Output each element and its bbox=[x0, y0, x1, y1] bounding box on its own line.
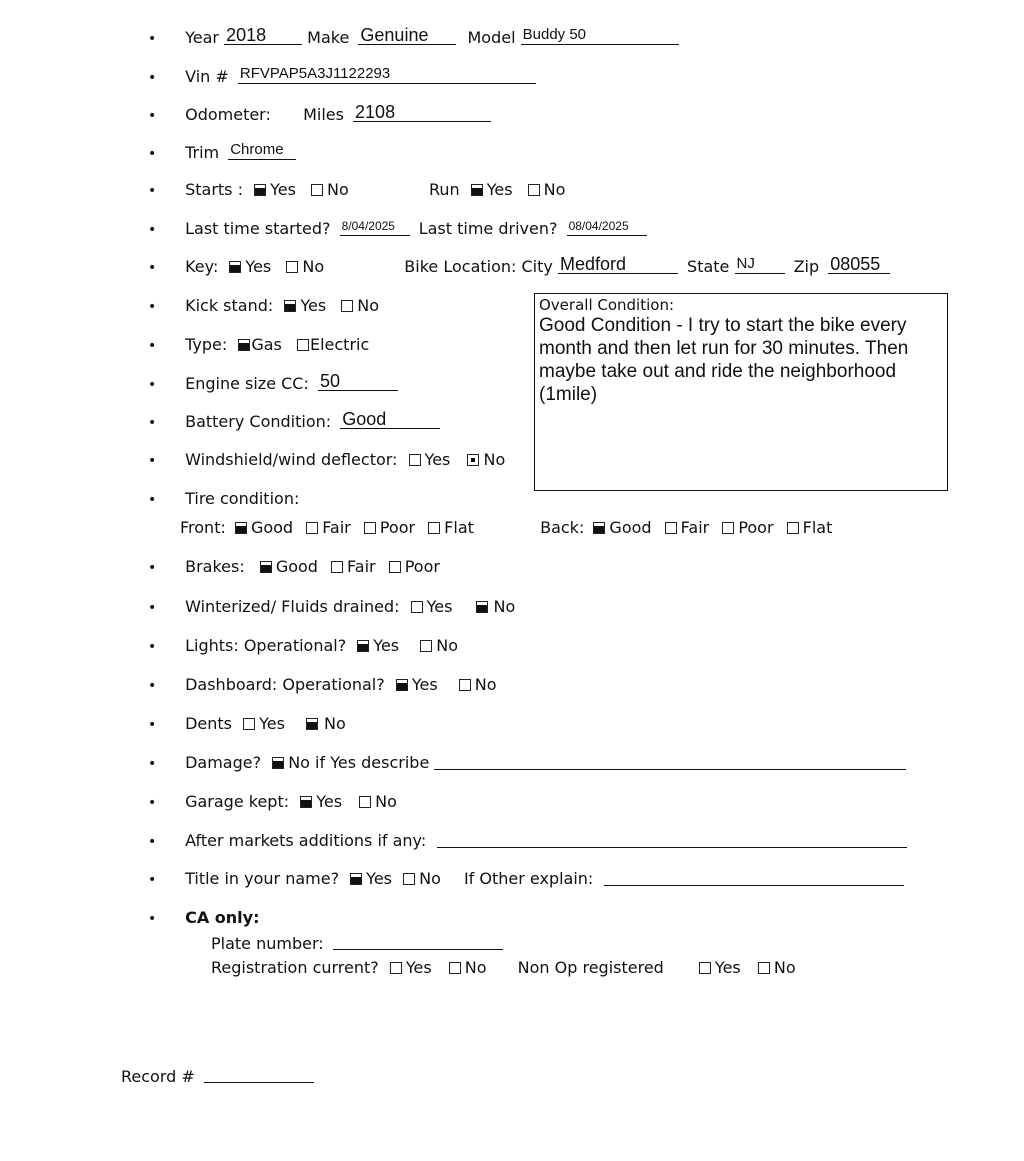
back-flat-checkbox[interactable] bbox=[787, 522, 799, 534]
tire-row bbox=[148, 489, 299, 510]
nonop-yes-checkbox[interactable] bbox=[699, 962, 711, 974]
bullet: • bbox=[148, 639, 157, 655]
bullet: • bbox=[148, 31, 157, 47]
dents-no-checkbox[interactable] bbox=[306, 718, 318, 730]
type-gas-checkbox[interactable] bbox=[238, 339, 250, 351]
yes-label: Yes bbox=[259, 714, 285, 733]
poor-label: Poor bbox=[404, 557, 440, 576]
type-electric-checkbox[interactable] bbox=[297, 339, 309, 351]
battery-field[interactable]: Good bbox=[340, 410, 440, 429]
tire-options-row bbox=[180, 518, 832, 538]
front-poor-checkbox[interactable] bbox=[364, 522, 376, 534]
key-yes-checkbox[interactable] bbox=[229, 261, 241, 273]
lights-yes-checkbox[interactable] bbox=[357, 640, 369, 652]
key-label: Key: bbox=[185, 257, 219, 276]
yes-label: Yes bbox=[411, 675, 438, 694]
no-label: No bbox=[474, 675, 497, 694]
fair-label: Fair bbox=[680, 518, 710, 537]
record-row bbox=[121, 1067, 314, 1087]
bullet: • bbox=[148, 183, 157, 199]
registration-row bbox=[211, 958, 796, 978]
bullet: • bbox=[148, 299, 157, 315]
trim-label: Trim bbox=[185, 143, 220, 162]
bullet: • bbox=[148, 492, 157, 508]
flat-label: Flat bbox=[802, 518, 833, 537]
poor-label: Poor bbox=[379, 518, 416, 537]
dents-yes-checkbox[interactable] bbox=[243, 718, 255, 730]
plate-label: Plate number: bbox=[211, 934, 324, 953]
bullet: • bbox=[148, 834, 157, 850]
bullet: • bbox=[148, 70, 157, 86]
starts-no-checkbox[interactable] bbox=[311, 184, 323, 196]
nonop-label: Non Op registered bbox=[517, 958, 664, 977]
title-label: Title in your name? bbox=[185, 869, 340, 888]
battery-label: Battery Condition: bbox=[185, 412, 332, 431]
kickstand-row bbox=[148, 296, 379, 317]
odometer-label: Odometer: bbox=[185, 105, 271, 124]
bullet: • bbox=[148, 872, 157, 888]
yes-label: Yes bbox=[714, 958, 741, 977]
model-field[interactable]: Buddy 50 bbox=[521, 26, 679, 45]
last-driven-field[interactable]: 08/04/2025 bbox=[567, 217, 647, 236]
dashboard-label: Dashboard: Operational? bbox=[185, 675, 385, 694]
brakes-label: Brakes: bbox=[185, 557, 245, 576]
plate-field[interactable] bbox=[333, 949, 503, 950]
other-explain-field[interactable] bbox=[604, 885, 904, 886]
kickstand-no-checkbox[interactable] bbox=[341, 300, 353, 312]
winterized-no-checkbox[interactable] bbox=[476, 601, 488, 613]
vin-field[interactable]: RFVPAP5A3J1122293 bbox=[238, 65, 536, 84]
aftermarket-label: After markets additions if any: bbox=[185, 831, 427, 850]
back-label: Back: bbox=[540, 518, 585, 537]
no-label: No bbox=[357, 296, 380, 315]
title-no-checkbox[interactable] bbox=[403, 873, 415, 885]
yes-label: Yes bbox=[245, 257, 272, 276]
kickstand-yes-checkbox[interactable] bbox=[284, 300, 296, 312]
garage-row bbox=[148, 792, 397, 813]
damage-tail-label: No if Yes describe bbox=[288, 753, 430, 772]
lights-row bbox=[148, 636, 458, 657]
vin-label: Vin # bbox=[185, 67, 229, 86]
no-label: No bbox=[464, 958, 487, 977]
bullet: • bbox=[148, 717, 157, 733]
battery-row bbox=[148, 409, 440, 433]
yes-label: Yes bbox=[486, 180, 513, 199]
good-label: Good bbox=[609, 518, 652, 537]
record-field[interactable] bbox=[204, 1082, 314, 1083]
dashboard-row bbox=[148, 675, 497, 696]
dashboard-no-checkbox[interactable] bbox=[459, 679, 471, 691]
bullet: • bbox=[148, 260, 157, 276]
yes-label: Yes bbox=[300, 296, 327, 315]
last-started-label: Last time started? bbox=[185, 219, 331, 238]
damage-no-checkbox[interactable] bbox=[272, 757, 284, 769]
no-label: No bbox=[483, 450, 506, 469]
overall-condition-box[interactable] bbox=[534, 293, 948, 491]
run-yes-checkbox[interactable] bbox=[471, 184, 483, 196]
last-started-field[interactable]: 8/04/2025 bbox=[340, 217, 410, 236]
front-good-checkbox[interactable] bbox=[235, 522, 247, 534]
no-label: No bbox=[302, 257, 325, 276]
engine-row bbox=[148, 371, 398, 395]
state-label: State bbox=[687, 257, 730, 276]
brakes-good-checkbox[interactable] bbox=[260, 561, 272, 573]
lights-label: Lights: Operational? bbox=[185, 636, 347, 655]
garage-no-checkbox[interactable] bbox=[359, 796, 371, 808]
vin-row bbox=[148, 67, 536, 88]
make-label: Make bbox=[307, 28, 350, 47]
overall-condition-text[interactable]: Good Condition - I try to start the bike every month and then let run for 30 minutes. Then maybe take out and ride the neighborhood (1mile) bbox=[539, 315, 909, 405]
back-poor-checkbox[interactable] bbox=[722, 522, 734, 534]
garage-label: Garage kept: bbox=[185, 792, 290, 811]
location-label: Bike Location: City bbox=[404, 257, 553, 276]
model-label: Model bbox=[467, 28, 516, 47]
winterized-row bbox=[148, 597, 515, 618]
bullet: • bbox=[148, 911, 157, 927]
type-label: Type: bbox=[185, 335, 228, 354]
starts-label: Starts : bbox=[185, 180, 243, 199]
record-label: Record # bbox=[121, 1067, 195, 1086]
windshield-no-checkbox[interactable] bbox=[467, 454, 479, 466]
nonop-no-checkbox[interactable] bbox=[758, 962, 770, 974]
title-yes-checkbox[interactable] bbox=[350, 873, 362, 885]
ca-row bbox=[148, 908, 259, 929]
front-flat-checkbox[interactable] bbox=[428, 522, 440, 534]
fair-label: Fair bbox=[322, 518, 351, 537]
dents-row bbox=[148, 714, 346, 735]
no-label: No bbox=[493, 597, 516, 616]
trim-field[interactable]: Chrome bbox=[228, 141, 296, 160]
year-field[interactable]: 2018 bbox=[224, 26, 302, 45]
aftermarket-field[interactable] bbox=[437, 847, 907, 848]
yes-label: Yes bbox=[424, 450, 451, 469]
yes-label: Yes bbox=[405, 958, 432, 977]
electric-label: Electric bbox=[309, 335, 370, 354]
damage-label: Damage? bbox=[185, 753, 262, 772]
no-label: No bbox=[327, 180, 349, 199]
good-label: Good bbox=[275, 557, 318, 576]
poor-label: Poor bbox=[738, 518, 774, 537]
engine-label: Engine size CC: bbox=[185, 374, 309, 393]
front-label: Front: bbox=[180, 518, 226, 537]
run-no-checkbox[interactable] bbox=[528, 184, 540, 196]
yes-label: Yes bbox=[270, 180, 296, 199]
winterized-yes-checkbox[interactable] bbox=[411, 601, 423, 613]
overall-condition-title: Overall Condition: bbox=[539, 296, 675, 314]
last-driven-label: Last time driven? bbox=[418, 219, 558, 238]
damage-row bbox=[148, 753, 906, 774]
flat-label: Flat bbox=[444, 518, 474, 537]
yes-label: Yes bbox=[373, 636, 400, 655]
type-row bbox=[148, 335, 369, 356]
dents-label: Dents bbox=[185, 714, 233, 733]
year-make-model-row bbox=[148, 25, 679, 49]
no-label: No bbox=[324, 714, 346, 733]
starts-row bbox=[148, 180, 565, 201]
make-field[interactable]: Genuine bbox=[358, 26, 456, 45]
bullet: • bbox=[148, 338, 157, 354]
year-label: Year bbox=[185, 28, 219, 47]
brakes-fair-checkbox[interactable] bbox=[331, 561, 343, 573]
no-label: No bbox=[773, 958, 796, 977]
miles-label: Miles bbox=[303, 105, 344, 124]
last-time-row bbox=[148, 219, 647, 240]
bullet: • bbox=[148, 678, 157, 694]
good-label: Good bbox=[250, 518, 294, 537]
bullet: • bbox=[148, 377, 157, 393]
no-label: No bbox=[375, 792, 397, 811]
bullet: • bbox=[148, 795, 157, 811]
bullet: • bbox=[148, 453, 157, 469]
odometer-row bbox=[148, 102, 491, 126]
yes-label: Yes bbox=[366, 869, 392, 888]
back-fair-checkbox[interactable] bbox=[665, 522, 677, 534]
bullet: • bbox=[148, 108, 157, 124]
winterized-label: Winterized/ Fluids drained: bbox=[185, 597, 400, 616]
bullet: • bbox=[148, 222, 157, 238]
fair-label: Fair bbox=[347, 557, 376, 576]
no-label: No bbox=[419, 869, 441, 888]
city-field[interactable]: Medford bbox=[558, 255, 678, 274]
miles-field[interactable]: 2108 bbox=[353, 103, 491, 122]
ca-only-label: CA only: bbox=[185, 908, 260, 927]
key-no-checkbox[interactable] bbox=[286, 261, 298, 273]
windshield-row bbox=[148, 450, 505, 471]
plate-row bbox=[211, 934, 503, 954]
trim-row bbox=[148, 143, 296, 164]
front-fair-checkbox[interactable] bbox=[306, 522, 318, 534]
no-label: No bbox=[543, 180, 566, 199]
gas-label: Gas bbox=[251, 335, 282, 354]
key-location-row bbox=[148, 254, 890, 278]
engine-field[interactable]: 50 bbox=[318, 372, 398, 391]
run-label: Run bbox=[428, 180, 460, 199]
registration-label: Registration current? bbox=[211, 958, 379, 977]
starts-yes-checkbox[interactable] bbox=[254, 184, 266, 196]
brakes-row bbox=[148, 557, 440, 578]
no-label: No bbox=[436, 636, 458, 655]
zip-label: Zip bbox=[793, 257, 820, 276]
yes-label: Yes bbox=[316, 792, 343, 811]
back-good-checkbox[interactable] bbox=[593, 522, 605, 534]
bullet: • bbox=[148, 560, 157, 576]
brakes-poor-checkbox[interactable] bbox=[389, 561, 401, 573]
aftermarket-row bbox=[148, 831, 907, 852]
bullet: • bbox=[148, 146, 157, 162]
bullet: • bbox=[148, 415, 157, 431]
windshield-label: Windshield/wind deflector: bbox=[185, 450, 398, 469]
yes-label: Yes bbox=[426, 597, 453, 616]
windshield-yes-checkbox[interactable] bbox=[409, 454, 421, 466]
lights-no-checkbox[interactable] bbox=[420, 640, 432, 652]
other-explain-label: If Other explain: bbox=[463, 869, 594, 888]
damage-describe-field[interactable] bbox=[434, 769, 906, 770]
title-row bbox=[148, 869, 904, 890]
bullet: • bbox=[148, 600, 157, 616]
dashboard-yes-checkbox[interactable] bbox=[396, 679, 408, 691]
garage-yes-checkbox[interactable] bbox=[300, 796, 312, 808]
registration-yes-checkbox[interactable] bbox=[390, 962, 402, 974]
kickstand-label: Kick stand: bbox=[185, 296, 274, 315]
tire-label: Tire condition: bbox=[185, 489, 300, 508]
state-field[interactable]: NJ bbox=[735, 255, 785, 274]
registration-no-checkbox[interactable] bbox=[449, 962, 461, 974]
zip-field[interactable]: 08055 bbox=[828, 255, 890, 274]
bullet: • bbox=[148, 756, 157, 772]
